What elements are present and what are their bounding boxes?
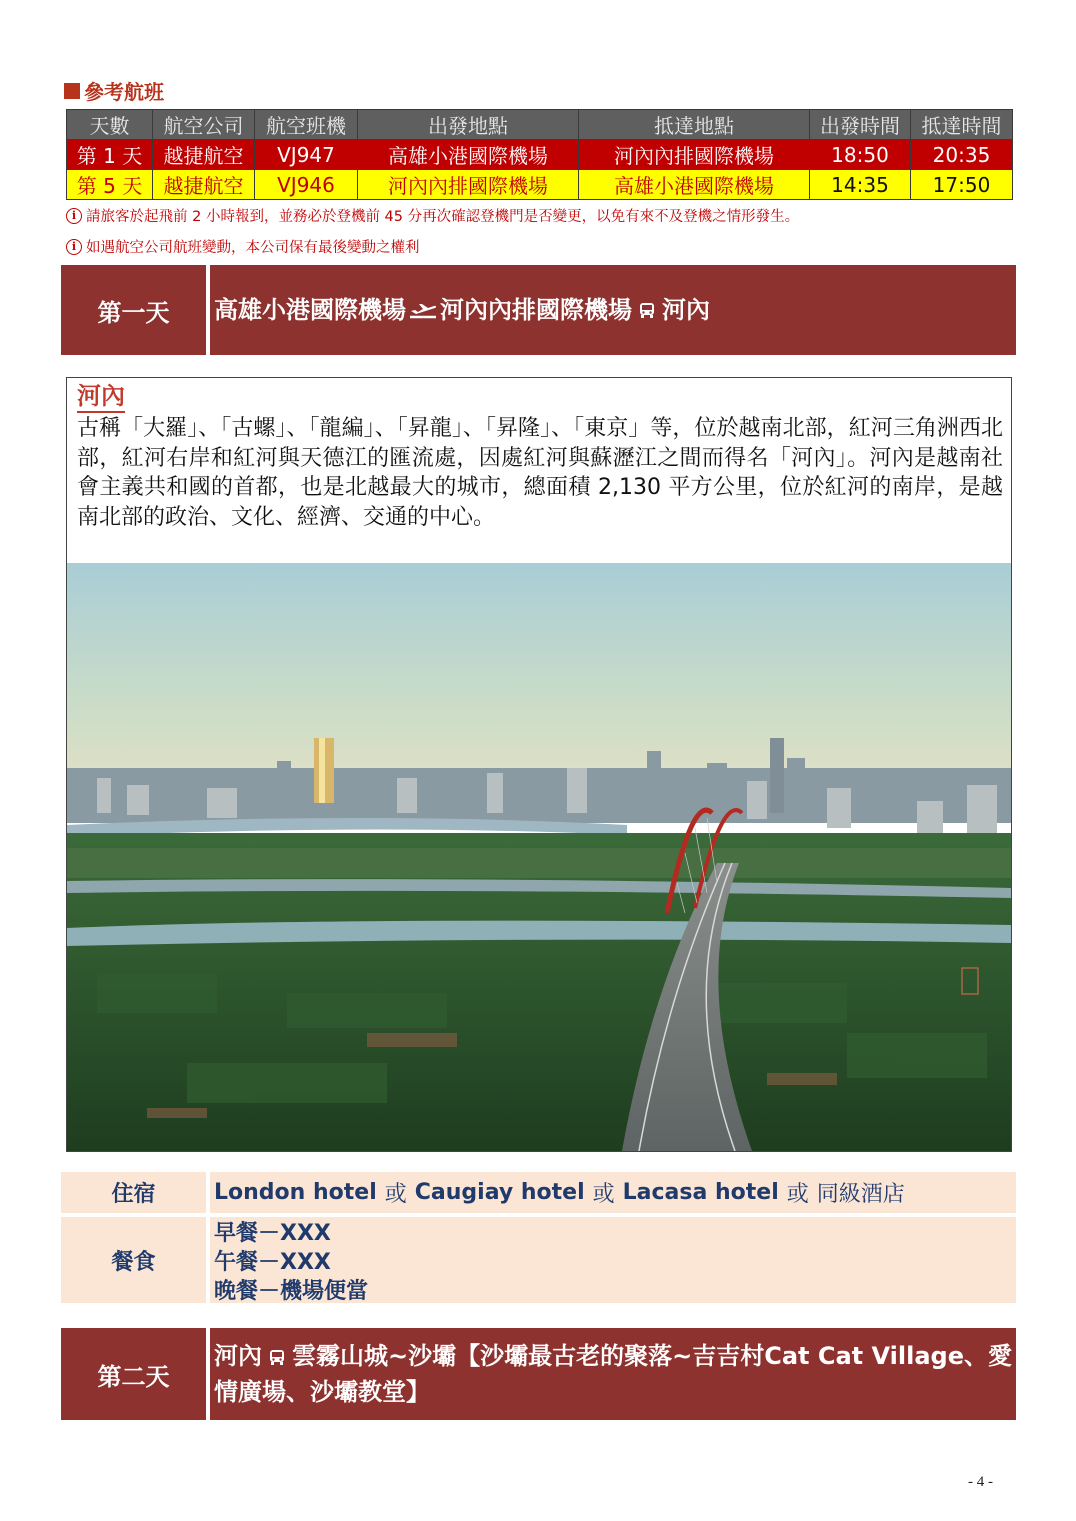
day2-banner xyxy=(61,1328,1016,1420)
note-text: 如遇航空公司航班變動，本公司保有最後變動之權利 xyxy=(86,240,420,256)
breakfast: 早餐－XXX xyxy=(214,1221,331,1246)
or-text: 或 xyxy=(592,1182,615,1207)
cell-airline: 越捷航空 xyxy=(153,170,255,200)
hotel-option: Lacasa hotel xyxy=(622,1180,779,1205)
meal-row xyxy=(61,1217,1016,1307)
city-intro-box xyxy=(66,377,1012,1152)
hanoi-photo xyxy=(67,563,1011,1151)
cell-flight: VJ946 xyxy=(255,170,358,200)
accommodation-meal-table xyxy=(61,1172,1016,1307)
section-title-text: 參考航班 xyxy=(84,80,164,104)
square-bullet-icon xyxy=(64,83,80,99)
info-icon: i xyxy=(66,239,82,255)
meal-value xyxy=(210,1217,1016,1303)
accommodation-value xyxy=(210,1172,1016,1213)
header-day: 天數 xyxy=(67,110,153,140)
cell-flight: VJ947 xyxy=(255,140,358,170)
hotel-option: 同級酒店 xyxy=(816,1182,905,1207)
bus-icon xyxy=(638,301,656,319)
flight-table-header xyxy=(67,110,1013,140)
meal-label: 餐食 xyxy=(61,1217,210,1303)
hotel-option: London hotel xyxy=(214,1180,377,1205)
header-flight: 航空班機 xyxy=(255,110,358,140)
cell-day: 第 1 天 xyxy=(67,140,153,170)
bus-icon xyxy=(268,1348,286,1366)
day1-route xyxy=(210,265,1016,355)
cell-arr: 17:50 xyxy=(911,170,1013,200)
cell-from: 高雄小港國際機場 xyxy=(358,140,579,170)
lunch: 午餐－XXX xyxy=(214,1250,331,1275)
day1-banner xyxy=(61,265,1016,355)
table-row xyxy=(67,170,1013,200)
route-from: 高雄小港國際機場 xyxy=(214,296,406,324)
note-change xyxy=(66,236,420,257)
cell-from: 河內內排國際機場 xyxy=(358,170,579,200)
or-text: 或 xyxy=(786,1182,809,1207)
route-to: 河內 xyxy=(662,296,710,324)
cell-dep: 14:35 xyxy=(810,170,911,200)
cell-day: 第 5 天 xyxy=(67,170,153,200)
note-text: 請旅客於起飛前 2 小時報到，並務必於登機前 45 分再次確認登機門是否變更，以免有來不及登機之情形發生。 xyxy=(86,209,800,225)
page-number: - 4 - xyxy=(968,1474,993,1490)
accommodation-label: 住宿 xyxy=(61,1172,210,1213)
accommodation-row xyxy=(61,1172,1016,1217)
header-to: 抵達地點 xyxy=(579,110,810,140)
cell-to: 高雄小港國際機場 xyxy=(579,170,810,200)
table-row xyxy=(67,140,1013,170)
route-from: 河內 xyxy=(214,1342,262,1370)
hotel-option: Caugiay hotel xyxy=(414,1180,585,1205)
flight-table xyxy=(66,109,1013,200)
header-dep: 出發時間 xyxy=(810,110,911,140)
header-arr: 抵達時間 xyxy=(911,110,1013,140)
header-from: 出發地點 xyxy=(358,110,579,140)
route-mid: 河內內排國際機場 xyxy=(440,296,632,324)
route-rest: 雲霧山城~沙壩【沙壩最古老的聚落~吉吉村Cat Cat Village、愛情廣場、沙壩教堂】 xyxy=(214,1342,1012,1406)
cell-airline: 越捷航空 xyxy=(153,140,255,170)
day2-route xyxy=(210,1328,1016,1420)
city-name: 河內 xyxy=(77,381,125,413)
cell-dep: 18:50 xyxy=(810,140,911,170)
cell-arr: 20:35 xyxy=(911,140,1013,170)
info-icon: i xyxy=(66,208,82,224)
day2-label: 第二天 xyxy=(61,1328,210,1420)
city-description: 古稱「大羅」、「古螺」、「龍編」、「昇龍」、「昇隆」、「東京」等，位於越南北部，紅河三角洲西北部，紅河右岸和紅河與天德江的匯流處，因處紅河與蘇瀝江之間而得名「河內」。河內是越南社會主義共和國的首都，也是北越最大的城市，總面積 2,130 平方公里，位於紅河的南岸，是越南北部的政治、文化、經濟、交通的中心。 xyxy=(77,416,1003,530)
day1-label: 第一天 xyxy=(61,265,210,355)
note-checkin xyxy=(66,205,799,226)
dinner: 晚餐－機場便當 xyxy=(214,1279,369,1304)
airplane-takeoff-icon xyxy=(408,300,438,320)
header-airline: 航空公司 xyxy=(153,110,255,140)
or-text: 或 xyxy=(384,1182,407,1207)
section-title xyxy=(64,76,164,105)
cell-to: 河內內排國際機場 xyxy=(579,140,810,170)
